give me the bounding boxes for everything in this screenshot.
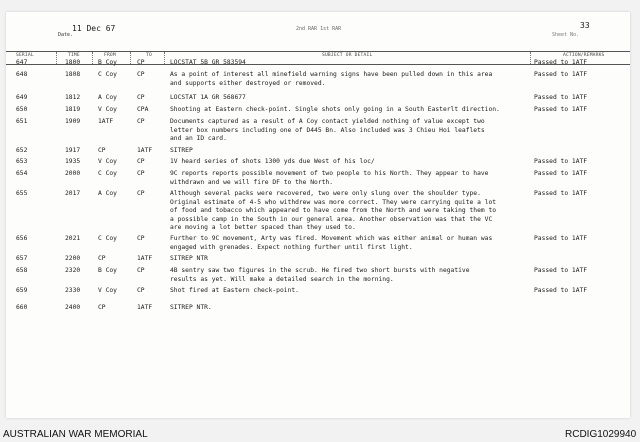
entry-subject: Shooting at Eastern check-point. Single shots only going in a South Easterlt direction. — [170, 106, 500, 113]
entry-subject: SITREP — [170, 147, 193, 154]
entry-to: 1ATF — [137, 304, 153, 311]
col-divider — [164, 52, 165, 64]
log-date: 11 Dec 67 — [72, 24, 116, 33]
entry-time: 1808 — [65, 71, 81, 78]
entry-time: 2400 — [65, 304, 81, 311]
log-sheet — [6, 12, 630, 418]
entry-subject: LOCSTAT 5B GR 583594 — [170, 59, 246, 66]
entry-subject: Although several packs were recovered, two were only slung over the shoulder type. Original estimate of 4-5 who withdrew was more correct. They were carrying quite a lot of food and tobacco which appeared to have come from the North and were taking them to a possible camp in the South in our general area. Another observation was that the VC are moving a lot better spaced than they used to. — [170, 190, 497, 232]
entry-from: 1ATF — [98, 118, 114, 125]
entry-subject: Further to 9C movement, Arty was fired. Movement which was either animal or human was engaged with grenades. Expect nothing further until first light. — [170, 235, 493, 251]
entry-serial: 647 — [16, 59, 28, 66]
entry-subject: 4B sentry saw two figures in the scrub. He fired two short bursts with negative results as yet. Will make a detailed search in the morning. — [170, 267, 470, 283]
entry-from: CP — [98, 255, 106, 262]
entry-action: Passed to 1ATF — [534, 71, 588, 78]
page-number: 33 — [580, 21, 590, 30]
entry-from: A Coy — [98, 94, 117, 101]
entry-to: 1ATF — [137, 147, 153, 154]
col-divider — [56, 52, 57, 64]
entry-time: 2017 — [65, 190, 81, 197]
col-to: TO — [146, 53, 152, 58]
entry-serial: 660 — [16, 304, 28, 311]
entry-action: Passed to 1ATF — [534, 267, 588, 274]
entry-to: CP — [137, 71, 145, 78]
entry-subject: SITREP NTR — [170, 255, 208, 262]
entry-to: CP — [137, 59, 145, 66]
entry-serial: 651 — [16, 118, 28, 125]
entry-serial: 652 — [16, 147, 28, 154]
entry-time: 2200 — [65, 255, 81, 262]
entry-action: Passed to 1ATF — [534, 170, 588, 177]
entry-from: B Coy — [98, 267, 117, 274]
entry-subject: 1V heard series of shots 1300 yds due West of his loc/ — [170, 158, 375, 165]
entry-serial: 657 — [16, 255, 28, 262]
entry-action: Passed to 1ATF — [534, 235, 588, 242]
entry-subject: LOCSTAT 1A GR 568677 — [170, 94, 246, 101]
entry-time: 1800 — [65, 59, 81, 66]
entry-time: 1812 — [65, 94, 81, 101]
entry-serial: 656 — [16, 235, 28, 242]
entry-time: 1819 — [65, 106, 81, 113]
entry-from: C Coy — [98, 170, 117, 177]
entry-to: CP — [137, 118, 145, 125]
col-serial: SERIAL — [16, 53, 34, 58]
entry-serial: 653 — [16, 158, 28, 165]
entry-time: 1935 — [65, 158, 81, 165]
entry-serial: 659 — [16, 287, 28, 294]
entry-to: 1ATF — [137, 255, 153, 262]
col-divider — [92, 52, 93, 64]
unit-stamp: 2nd RAR 1st RAR — [296, 26, 342, 32]
date-label: Date. — [58, 32, 74, 38]
entry-action: Passed to 1ATF — [534, 190, 588, 197]
entry-time: 2330 — [65, 287, 81, 294]
entry-serial: 648 — [16, 71, 28, 78]
entry-from: V Coy — [98, 106, 117, 113]
col-subject: SUBJECT OR DETAIL — [322, 53, 373, 58]
footer-id: RCDIG1029940 — [565, 429, 637, 440]
entry-from: C Coy — [98, 71, 117, 78]
entry-to: CP — [137, 170, 145, 177]
entry-from: V Coy — [98, 158, 117, 165]
entry-subject: As a point of interest all minefield warning signs have been pulled down in this area and supports either destroyed or removed. — [170, 71, 493, 87]
entry-action: Passed to 1ATF — [534, 158, 588, 165]
entry-action: Passed to 1ATF — [534, 94, 588, 101]
entry-to: CP — [137, 190, 145, 197]
entry-to: CP — [137, 235, 145, 242]
entry-serial: 655 — [16, 190, 28, 197]
entry-serial: 658 — [16, 267, 28, 274]
entry-time: 2021 — [65, 235, 81, 242]
entry-serial: 654 — [16, 170, 28, 177]
entry-to: CP — [137, 158, 145, 165]
entry-from: CP — [98, 147, 106, 154]
entry-time: 1909 — [65, 118, 81, 125]
entry-action: Passed to 1ATF — [534, 106, 588, 113]
entry-subject: SITREP NTR. — [170, 304, 212, 311]
entry-action: Passed to 1ATF — [534, 287, 588, 294]
entry-from: B Coy — [98, 59, 117, 66]
entry-from: A Coy — [98, 190, 117, 197]
entry-time: 1917 — [65, 147, 81, 154]
entry-from: CP — [98, 304, 106, 311]
entry-serial: 650 — [16, 106, 28, 113]
entry-to: CP — [137, 267, 145, 274]
entry-time: 2320 — [65, 267, 81, 274]
col-divider — [530, 52, 531, 64]
entry-action: Passed to 1ATF — [534, 59, 588, 66]
entry-serial: 649 — [16, 94, 28, 101]
col-divider — [130, 52, 131, 64]
col-from: FROM — [104, 53, 116, 58]
col-time: TIME — [68, 53, 80, 58]
entry-subject: Documents captured as a result of A Coy contact yielded nothing of value except two letter box numbers including one of D445 Bn. Also included was 3 Chieu Hoi leaflets and an ID card. — [170, 118, 485, 143]
entry-to: CP — [137, 94, 145, 101]
sheet-label: Sheet No. — [552, 32, 580, 38]
entry-subject: 9C reports reports possible movement of two people to his North. They appear to have withdrawn and we will fire DF to the North. — [170, 170, 489, 186]
entry-from: C Coy — [98, 235, 117, 242]
entry-to: CPA — [137, 106, 149, 113]
entry-from: V Coy — [98, 287, 117, 294]
entry-subject: Shot fired at Eastern check-point. — [170, 287, 299, 294]
entry-time: 2000 — [65, 170, 81, 177]
entry-to: CP — [137, 287, 145, 294]
col-action: ACTION/REMARKS — [563, 53, 605, 58]
footer-source: AUSTRALIAN WAR MEMORIAL — [3, 429, 148, 440]
